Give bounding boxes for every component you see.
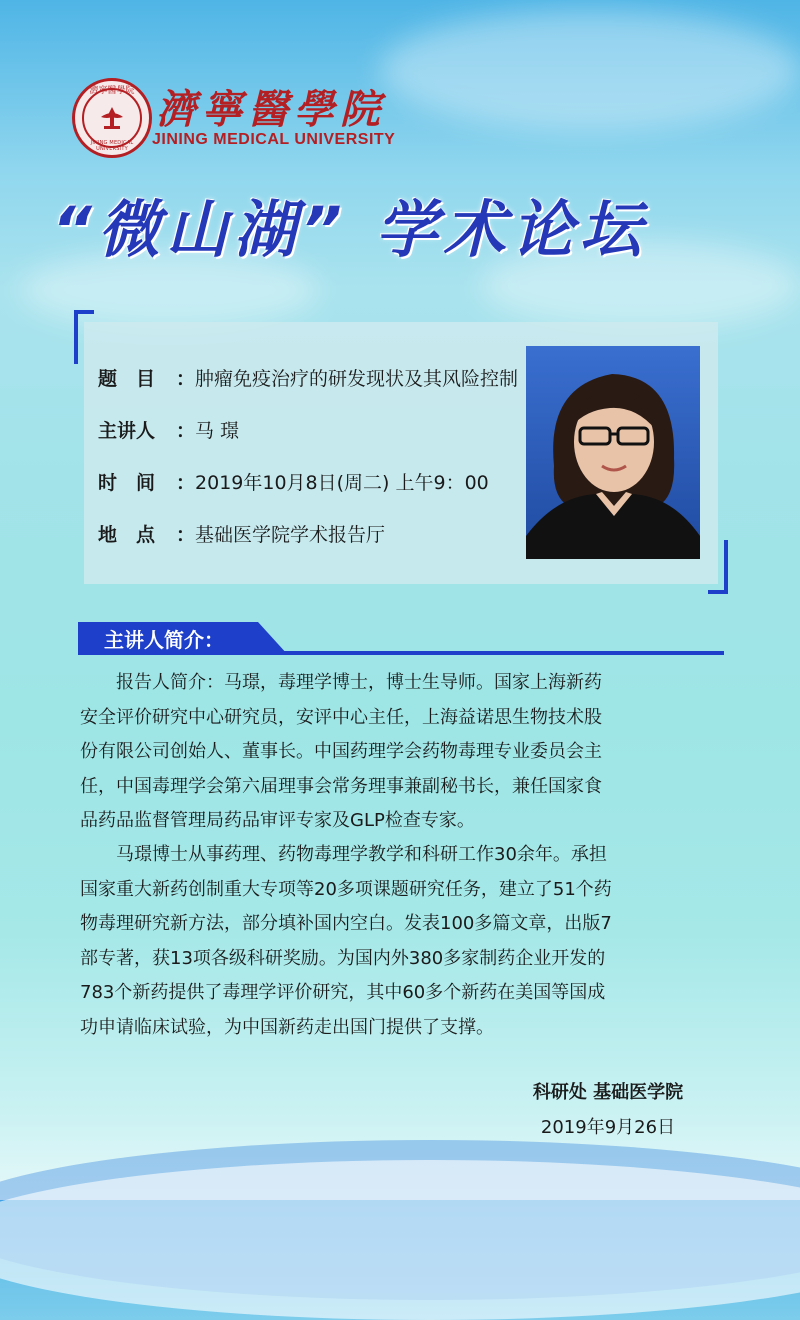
bio-paragraph-1: [80, 666, 720, 839]
forum-title: “微山湖” 学术论坛: [52, 193, 648, 266]
bio-line: 783个新药提供了毒理学评价研究，其中60多个新药在美国等国成: [80, 982, 606, 1003]
speaker-portrait: [526, 346, 700, 559]
bio-line: 功申请临床试验，为中国新药走出国门提供了支撑。: [80, 1016, 494, 1038]
bio-line: 物毒理研究新方法，部分填补国内空白。发表100多篇文章，出版7: [80, 913, 612, 934]
university-name-cn: 濟寧醫學院: [156, 86, 386, 133]
bracket-top-left: [74, 310, 94, 364]
section-title: 主讲人简介：: [104, 628, 224, 652]
time-value: 2019年10月8日(周二) 上午9：00: [195, 472, 489, 494]
bio-line: 国家重大新药创制重大专项等20多项课题研究任务，建立了51个药: [80, 878, 612, 900]
seal-text-top: 濟寧醫學院: [89, 86, 135, 96]
speaker-portrait-drawing: [526, 346, 700, 559]
bio-line: 安全评价研究中心研究员，安评中心主任，上海益诺思生物技术股: [80, 706, 602, 728]
seal-emblem: [97, 105, 127, 131]
bio-paragraph-2: [80, 838, 720, 1045]
place-label: 地 点: [98, 524, 156, 546]
organizers: 科研处 基础医学院: [532, 1082, 684, 1103]
time-separator: ：: [176, 472, 196, 494]
bg-wave: [0, 1160, 800, 1320]
place-separator: ：: [176, 524, 196, 546]
place-value: 基础医学院学术报告厅: [195, 524, 386, 546]
topic-row: [98, 364, 518, 396]
bio-line: 任，中国毒理学会第六届理事会常务理事兼副秘书长，兼任国家食: [80, 775, 602, 797]
bracket-bottom-right: [708, 540, 728, 594]
bio-line: 份有限公司创始人、董事长。中国药理学会药物毒理专业委员会主: [80, 741, 602, 762]
university-name-en: JINING MEDICAL UNIVERSITY: [152, 131, 396, 148]
bg-cloud: [380, 10, 800, 130]
speaker-label: 主讲人: [98, 420, 156, 442]
topic-separator: ：: [176, 368, 196, 390]
speaker-value: 马 璟: [195, 420, 240, 442]
seal-text-bottom: JINING MEDICAL UNIVERSITY: [90, 140, 134, 152]
speaker-row: [98, 416, 239, 448]
time-row: [98, 468, 489, 500]
bio-line: 报告人简介：马璟，毒理学博士，博士生导师。国家上海新药: [80, 672, 602, 693]
bio-line: 品药品监督管理局药品审评专家及GLP检查专家。: [80, 810, 475, 831]
topic-label: 题 目: [98, 368, 156, 390]
bio-line: 部专著，获13项各级科研奖励。为国内外380多家制药企业开发的: [80, 947, 606, 969]
time-label: 时 间: [98, 472, 156, 494]
topic-value: 肿瘤免疫治疗的研发现状及其风险控制: [195, 368, 519, 390]
issue-date: 2019年9月26日: [540, 1117, 676, 1138]
bio-line: 马璟博士从事药理、药物毒理学教学和科研工作30余年。承担: [80, 844, 607, 865]
place-row: [98, 520, 385, 552]
speaker-separator: ：: [176, 420, 196, 442]
university-seal-icon: [72, 78, 152, 158]
